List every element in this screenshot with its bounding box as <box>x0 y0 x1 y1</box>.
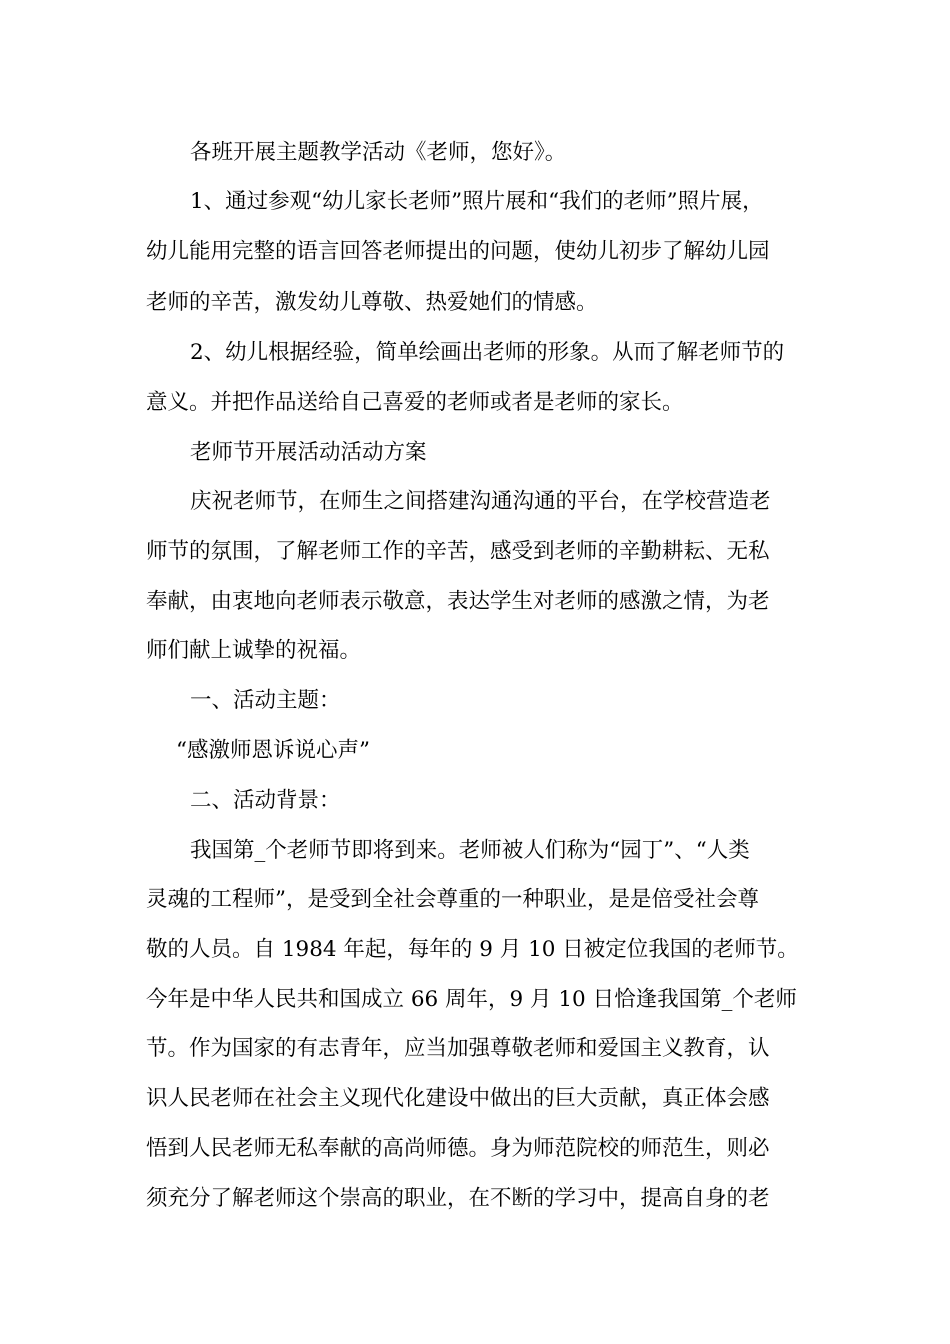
text-line: 识人民老师在社会主义现代化建设中做出的巨大贡献，真正体会感 <box>146 1086 770 1111</box>
text-line: 老师节开展活动活动方案 <box>190 440 427 465</box>
text-line: 悟到人民老师无私奉献的高尚师德。身为师范院校的师范生，则必 <box>146 1136 770 1161</box>
text-line: 今年是中华人民共和国成立 66 周年，9 月 10 日恰逢我国第_个老师 <box>146 987 797 1012</box>
text-line: 意义。并把作品送给自己喜爱的老师或者是老师的家长。 <box>146 390 684 415</box>
text-line: “感激师恩诉说心声” <box>176 738 370 763</box>
text-line: 二、活动背景： <box>190 788 341 813</box>
text-line: 我国第_个老师节即将到来。老师被人们称为“园丁”、“人类 <box>190 838 750 863</box>
text-line: 敬的人员。自 1984 年起，每年的 9 月 10 日被定位我国的老师节。 <box>146 937 799 962</box>
text-line: 幼儿能用完整的语言回答老师提出的问题，使幼儿初步了解幼儿园 <box>146 239 770 264</box>
text-line: 节。作为国家的有志青年，应当加强尊敬老师和爱国主义教育，认 <box>146 1036 770 1061</box>
text-line: 师们献上诚挚的祝福。 <box>146 638 362 663</box>
text-line: 庆祝老师节，在师生之间搭建沟通沟通的平台，在学校营造老 <box>190 489 771 514</box>
text-line: 各班开展主题教学活动《老师，您好》。 <box>190 140 567 165</box>
text-line: 一、活动主题： <box>190 688 341 713</box>
text-line: 灵魂的工程师”，是受到全社会尊重的一种职业，是是倍受社会尊 <box>146 887 759 912</box>
text-line: 须充分了解老师这个崇高的职业，在不断的学习中，提高自身的老 <box>146 1186 770 1211</box>
text-line: 1、通过参观“幼儿家长老师”照片展和“我们的老师”照片展， <box>190 189 764 214</box>
text-line: 奉献，由衷地向老师表示敬意，表达学生对老师的感激之情，为老 <box>146 589 770 614</box>
text-line: 老师的辛苦，激发幼儿尊敬、热爱她们的情感。 <box>146 290 598 315</box>
text-line: 2、幼儿根据经验，简单绘画出老师的形象。从而了解老师节的 <box>190 340 785 365</box>
text-line: 师节的氛围，了解老师工作的辛苦，感受到老师的辛勤耕耘、无私 <box>146 539 770 564</box>
